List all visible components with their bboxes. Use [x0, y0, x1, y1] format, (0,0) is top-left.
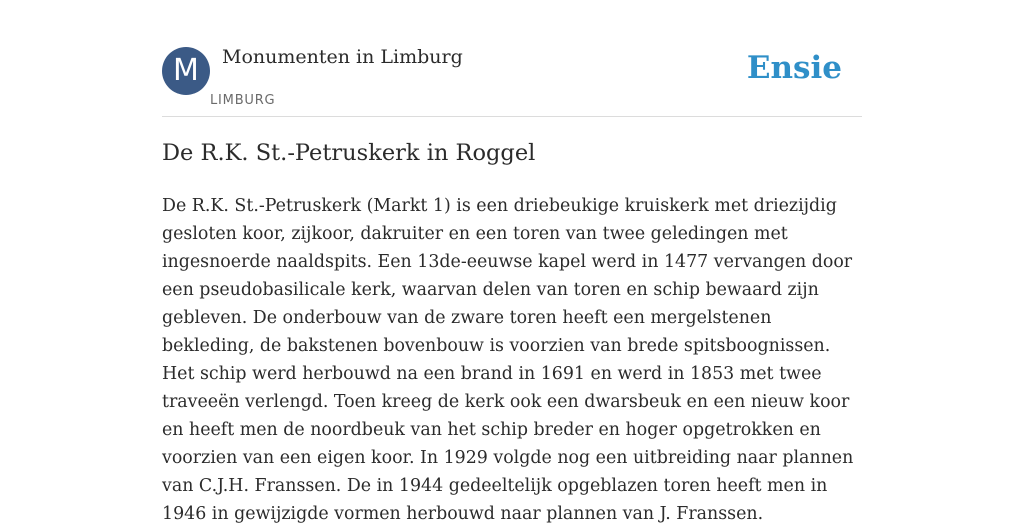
brand-logo[interactable]: Ensie: [746, 50, 842, 86]
article-page: [162, 0, 862, 524]
article-body: De R.K. St.-Petruskerk (Markt 1) is een driebeukige kruiskerk met driezijdig gesloten koor, zijkoor, dakruiter en een toren van twee geledingen met ingesnoerde naaldspits. Een 13de-eeuwse kapel werd in 1477 vervangen door een pseudobasilicale kerk, waarvan delen van toren en schip bewaard zijn gebleven. De onderbouw van de zware toren heeft een mergelstenen bekleding, de bakstenen bovenbouw is voorzien van brede spitsboognissen. Het schip werd herbouwd na een brand in 1691 en werd in 1853 met twee traveeën verlengd. Toen kreeg de kerk ook een dwarsbeuk en een nieuw koor en heeft men de noordbeuk van het schip breder en hoger opgetrokken en voorzien van een eigen koor. In 1929 volgde nog een uitbreiding naar plannen van C.J.H. Franssen. De in 1944 gedeeltelijk opgeblazen toren heeft men in 1946 in gewijzigde vormen herbouwd naar plannen van J. Franssen.: [162, 196, 854, 524]
header: [162, 0, 862, 117]
source-avatar[interactable]: M: [162, 47, 210, 95]
article-title: De R.K. St.-Petruskerk in Roggel: [162, 140, 536, 166]
source-title[interactable]: Monumenten in Limburg: [222, 46, 463, 68]
source-tag[interactable]: LIMBURG: [210, 93, 276, 108]
